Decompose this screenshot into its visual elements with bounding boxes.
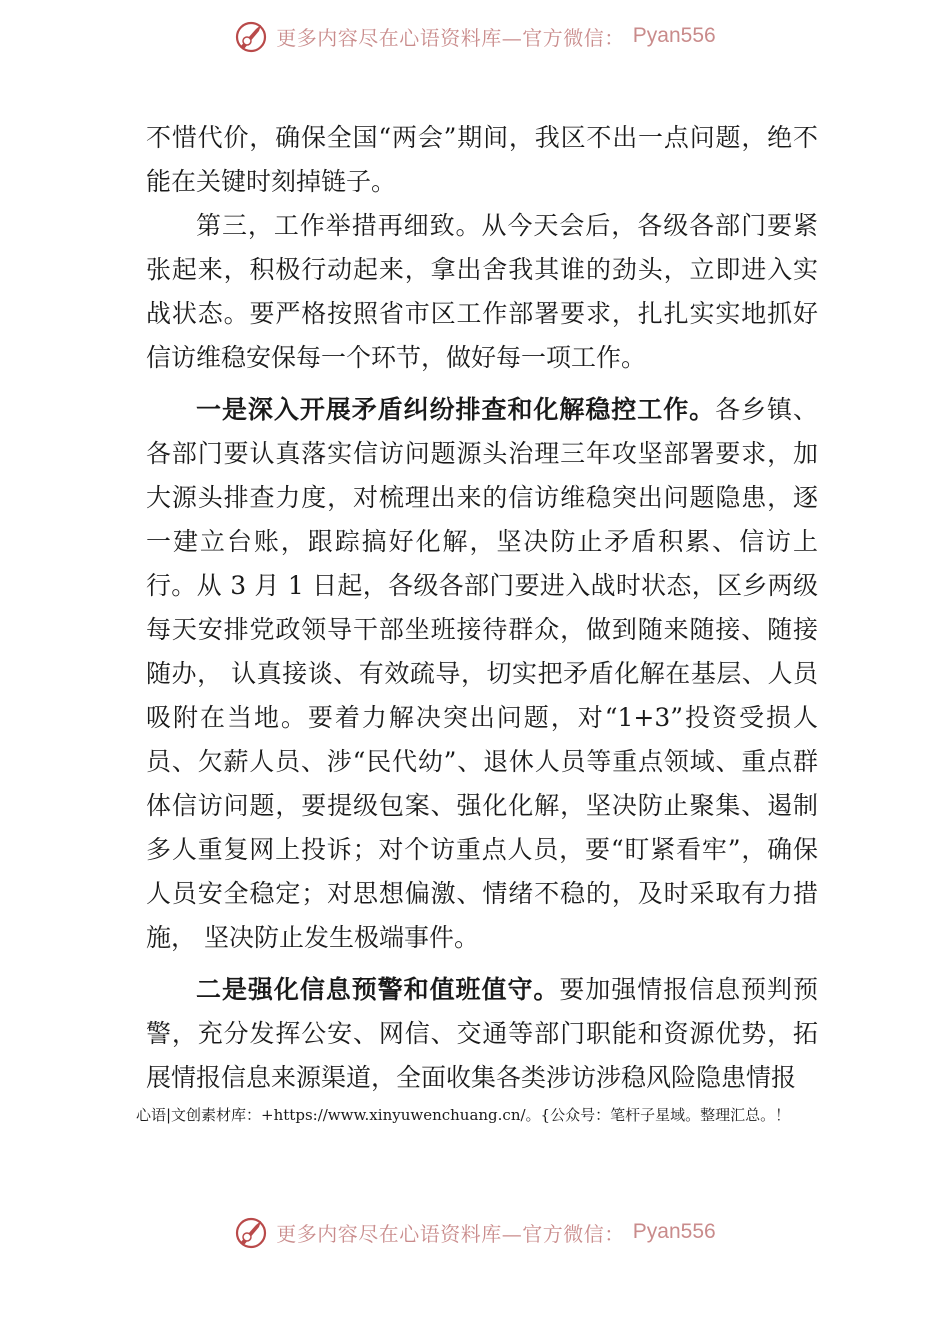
document-body bbox=[146, 116, 818, 1100]
bottom-banner bbox=[0, 1210, 950, 1254]
pen-circle-logo-icon bbox=[234, 19, 268, 53]
banner-wechat-id: Pyan556 bbox=[632, 1220, 716, 1243]
paragraph-4-heading: 二是强化信息预警和值班值守。 bbox=[196, 975, 560, 1004]
top-banner bbox=[0, 14, 950, 58]
footnote: 心语|文创素材库：+https://www.xinyuwenchuang.cn/。{公众号：笔杆子星域。整理汇总。！ bbox=[136, 1106, 791, 1124]
paragraph-1-text: 不惜代价，确保全国“两会”期间，我区不出一点问题，绝不能在关键时刻掉链子。 bbox=[146, 123, 818, 196]
paragraph-1 bbox=[146, 116, 818, 204]
banner-text: 更多内容尽在心语资料库—官方微信： bbox=[276, 1221, 625, 1246]
paragraph-4-text: 要加强情报信息预判预警，充分发挥公安、网信、交通等部门职能和资源优势，拓展情报信息来源渠道，全面收集各类涉访涉稳风险隐患情报 bbox=[146, 975, 818, 1092]
paragraph-2-text: 第三，工作举措再细致。从今天会后，各级各部门要紧张起来，积极行动起来，拿出舍我其谁的劲头，立即进入实战状态。要严格按照省市区工作部署要求，扎扎实实地抓好信访维稳安保每一个环节，做好每一项工作。 bbox=[146, 211, 818, 372]
paragraph-3 bbox=[146, 388, 818, 960]
paragraph-2 bbox=[146, 204, 818, 380]
pen-circle-logo-icon bbox=[234, 1215, 268, 1249]
paragraph-3-text: 各乡镇、各部门要认真落实信访问题源头治理三年攻坚部署要求，加大源头排查力度，对梳理出来的信访维稳突出问题隐患，逐一建立台账，跟踪搞好化解，坚决防止矛盾积累、信访上行。从 3 月 1 日起，各级各部门要进入战时状态，区乡两级每天安排党政领导干部坐班接待群众，做到随来随接、随接随办， 认真接谈、有效疏导，切实把矛盾化解在基层、人员吸附在当地。要着力解决突出问题，对“1+3”投资受损人员、欠薪人员、涉“民代幼”、退休人员等重点领域、重点群体信访问题，要提级包案、强化化解，坚决防止聚集、遏制多人重复网上投诉；对个访重点人员，要“盯紧看牢”，确保人员安全稳定；对思想偏激、情绪不稳的，及时采取有力措施， 坚决防止发生极端事件。 bbox=[146, 395, 818, 952]
banner-wechat-id: Pyan556 bbox=[632, 24, 716, 47]
paragraph-3-heading: 一是深入开展矛盾纠纷排查和化解稳控工作。 bbox=[196, 395, 716, 424]
paragraph-4 bbox=[146, 968, 818, 1100]
banner-text: 更多内容尽在心语资料库—官方微信： bbox=[276, 25, 625, 50]
